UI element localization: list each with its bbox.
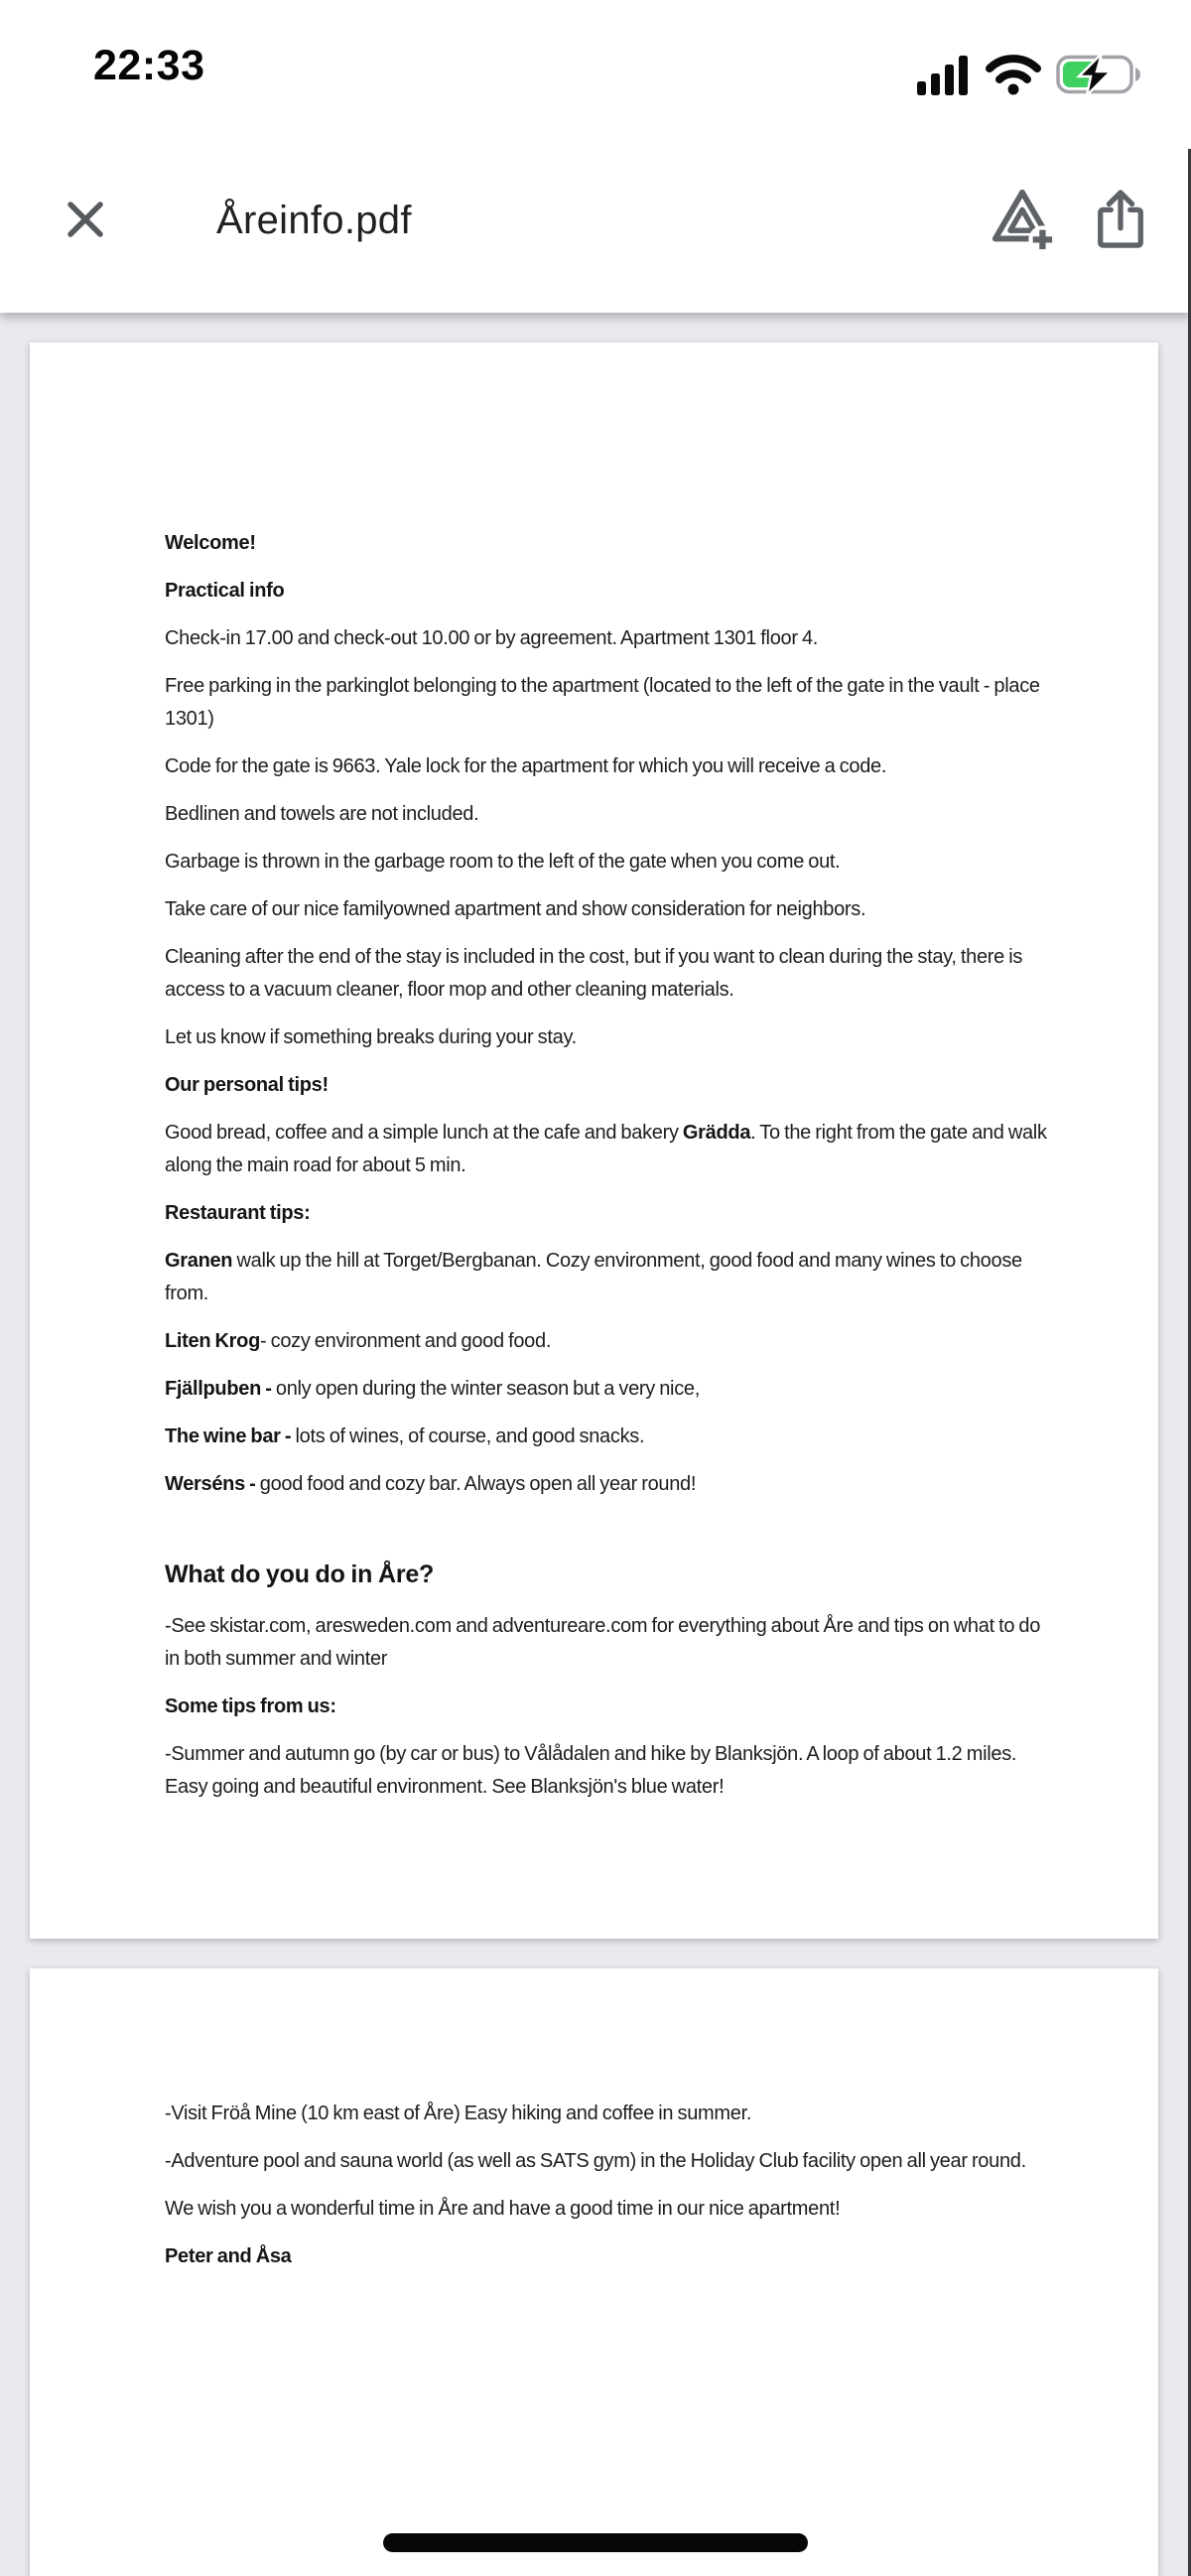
pdf-paragraph: Let us know if something breaks during your stay.: [165, 1026, 577, 1048]
wifi-icon: [986, 55, 1041, 95]
document-title: Åreinfo.pdf: [216, 199, 412, 242]
battery-charging-icon: [1056, 54, 1141, 95]
pdf-paragraph: Good bread, coffee and a simple lunch at the cafe and bakery Grädda. To the right from the gate and walk along the main road for about 5 min.: [165, 1122, 1047, 1176]
pdf-paragraph: The wine bar - lots of wines, of course, and good snacks.: [165, 1425, 645, 1447]
pdf-page-2-content: [30, 1968, 1158, 2273]
pdf-paragraph: Cleaning after the end of the stay is included in the cost, but if you want to clean during the stay, there is access to a vacuum cleaner, floor mop and other cleaning materials.: [165, 946, 1023, 1001]
pdf-paragraph: Werséns - good food and cozy bar. Always open all year round!: [165, 1473, 697, 1495]
pdf-paragraph: Free parking in the parkinglot belonging to the apartment (located to the left of the gate in the vault - place 1301): [165, 675, 1040, 730]
pdf-paragraph: Granen walk up the hill at Torget/Bergbanan. Cozy environment, good food and many wines to choose from.: [165, 1250, 1022, 1304]
pdf-paragraph: Restaurant tips:: [165, 1202, 311, 1224]
pdf-paragraph: -See skistar.com, aresweden.com and adventureare.com for everything about Åre and tips on what to do in both summer and winter: [165, 1615, 1041, 1670]
pdf-page-1: [30, 342, 1158, 1939]
pdf-paragraph: Garbage is thrown in the garbage room to the left of the gate when you come out.: [165, 851, 841, 873]
close-icon: [64, 198, 107, 244]
share-button[interactable]: [1092, 189, 1149, 254]
pdf-paragraph: Peter and Åsa: [165, 2245, 292, 2267]
pdf-page-1-content: [30, 342, 1158, 1804]
annotate-button[interactable]: [989, 188, 1056, 255]
clock: 22:33: [93, 42, 205, 89]
pdf-paragraph: Liten Krog- cozy environment and good food.: [165, 1330, 552, 1352]
pdf-paragraph: -Adventure pool and sauna world (as well as SATS gym) in the Holiday Club facility open all year round.: [165, 2150, 1026, 2172]
status-bar: [0, 40, 1191, 101]
pdf-paragraph: Check-in 17.00 and check-out 10.00 or by agreement. Apartment 1301 floor 4.: [165, 627, 819, 649]
status-icons: [917, 54, 1141, 95]
pdf-paragraph: Practical info: [165, 580, 285, 602]
pdf-paragraph: What do you do in Åre?: [165, 1560, 435, 1588]
pdf-paragraph: Bedlinen and towels are not included.: [165, 803, 479, 825]
close-button[interactable]: [62, 198, 109, 245]
pdf-paragraph: -Visit Fröå Mine (10 km east of Åre) Easy hiking and coffee in summer.: [165, 2102, 752, 2124]
header: [0, 0, 1191, 313]
pdf-paragraph: Take care of our nice familyowned apartment and show consideration for neighbors.: [165, 898, 866, 920]
pdf-paragraph: -Summer and autumn go (by car or bus) to Vålådalen and hike by Blanksjön. A loop of about 1.2 miles. Easy going and beautiful environment. See Blanksjön's blue water!: [165, 1743, 1017, 1798]
share-icon: [1093, 187, 1148, 255]
pdf-paragraph: We wish you a wonderful time in Åre and have a good time in our nice apartment!: [165, 2198, 841, 2220]
annotate-add-icon: [989, 186, 1056, 256]
pdf-paragraph: Welcome!: [165, 532, 256, 554]
pdf-page-2: [30, 1968, 1158, 2576]
pdf-paragraph: Some tips from us:: [165, 1695, 336, 1717]
cellular-signal-icon: [917, 56, 971, 95]
pdf-paragraph: Fjällpuben - only open during the winter season but a very nice,: [165, 1378, 700, 1400]
home-indicator[interactable]: [383, 2533, 808, 2552]
pdf-paragraph: Code for the gate is 9663. Yale lock for the apartment for which you will receive a code.: [165, 755, 887, 777]
nav-bar: [0, 129, 1191, 313]
pdf-paragraph: Our personal tips!: [165, 1074, 329, 1096]
